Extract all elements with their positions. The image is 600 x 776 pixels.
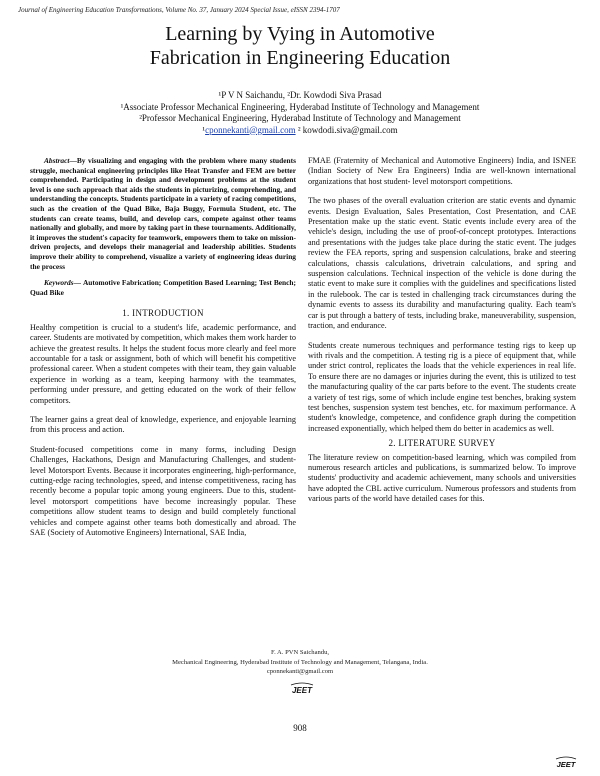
affiliation-2: ²Professor Mechanical Engineering, Hyderabad Institute of Technology and Management <box>139 113 461 123</box>
jeet-corner-logo-text: JEET <box>556 760 576 768</box>
section-heading-literature-survey: 2. LITERATURE SURVEY <box>388 438 496 449</box>
right-paragraph-2: The two phases of the overall evaluation criterion are static events and dynamic events. Design Evaluation, Sales Presentation, Cost Presentation, and CAE Presentation make up the static event. Static events include every area of the vehicle's design, including the use of proof-of-concept prototypes. Interactions and presentations with the judges take place during the static event. The judges review the FEA reports, spring and suspension calculations, brake and steering calculations, chassis calculations, drivetrain calculations, and spring and suspension calculations. Technical inspection of the vehicle is done during the static event to make sure it complies with the guidelines and specifications listed in the rulebook. The car is tested in challenging track circumstances during the dynamic events to assess its durability and manufacturing quality. Each team's car is put through a battery of tests, including brake, maneuverability, suspension, traction, and endurance. <box>308 196 576 331</box>
email-prefix: ¹ <box>202 124 206 135</box>
jeet-corner-logo <box>553 756 579 768</box>
intro-paragraph-1: Healthy competition is crucial to a student's life, academic performance, and career. Students are motivated by competition, which makes them work harder to achieve the greatest results. It helps the student focus more clearly and feel more accountable for a task or assignment, both of which will benefit his competitive professional career. When a student competes with their team, they gain valuable experience in working as a team, keeping harmony with the teammates, performing under pressure, and getting educated on the work of their fellow competitors. <box>30 322 296 405</box>
keywords-text: Automotive Fabrication; Competition Based Learning; Test Bench; Quad Bike <box>30 278 296 297</box>
literature-paragraph-1: The literature review on competition-based learning, which was compiled from numerous research articles and publications, is summarized below. To improve students' productivity and academic achievement, many schools and universities have adopted the CBL active curriculum. Numerous professors and students from various parts of the world have detailed cases for this. <box>308 452 576 504</box>
paper-title <box>0 22 600 70</box>
jeet-logo <box>287 682 317 694</box>
jeet-logo-text: JEET <box>291 686 313 694</box>
email-link-1[interactable]: cponnekanti@gmail.com <box>205 124 296 135</box>
intro-paragraph-2: The learner gains a great deal of knowledge, experience, and enjoyable learning from this process and action. <box>30 414 296 435</box>
keywords <box>30 278 296 297</box>
footer-author-info <box>0 648 600 677</box>
abstract-text: By visualizing and engaging with the problem where many students struggle, mechanical engineering principles like Heat Transfer and FEM are better comprehended. Participating in design and development problems at the student level is one such approach that aids the students in picturizing, comprehending, and understanding the concepts. Students participate in a variety of racing competitions, such as the creation of the Quad Bike, Baja Buggy, Formula Student, etc. The students can create teams, build, and develop cars, compete against other teams nationally and globally, and more by taking part in these tournaments. Additionally, it improves the student's capacity for teamwork, empowers them to take on mission-driven projects, and develops their managerial and leadership abilities. Students improve their ability to comprehend, visualize a variety of engineering ideas during the process <box>30 156 296 271</box>
title-line-1: Learning by Vying in Automotive <box>165 23 435 45</box>
footer-name: F. A. PVN Saichandu, <box>270 649 330 656</box>
abstract-label: Abstract— <box>44 156 77 165</box>
author-block <box>0 90 600 136</box>
affiliation-1: ¹Associate Professor Mechanical Engineering, Hyderabad Institute of Technology and Management <box>120 101 480 112</box>
abstract <box>30 156 296 271</box>
page-number: 908 <box>293 723 307 733</box>
keywords-label: Keywords— <box>44 278 83 288</box>
email-2: ² kowdodi.siva@gmail.com <box>295 124 398 135</box>
footer-department: Mechanical Engineering, Hyderabad Institute of Technology and Management, Telangana, India. <box>172 658 428 666</box>
section-heading-introduction: 1. INTRODUCTION <box>122 308 204 319</box>
intro-paragraph-3: Student-focused competitions come in many forms, including Design Challenges, Hackathons, Design and Manufacturing Challenges, and student-level Motorsport Events. Because it incorporates engineering, high-performance, cutting-edge racing technologies, speed, and intense competitiveness, racing has recently become a popular topic among young engineers. Due to this, student-level motorsport competitions have become increasingly popular. These competitions allow student teams to design and build completely functional vehicles and compete against other teams both domestically and abroad. The SAE (Society of Automotive Engineers) International, SAE India, <box>30 444 296 538</box>
right-paragraph-1: FMAE (Fraternity of Mechanical and Automotive Engineers) India, and ISNEE (Indian Society of New Era Engineers) India are well-known international organizations that host student- level motorsport competitions. <box>308 156 576 186</box>
right-column <box>308 156 576 514</box>
journal-header: Journal of Engineering Education Transformations, Volume No. 37, January 2024 Special Issue, eISSN 2394-1707 <box>18 6 340 14</box>
right-paragraph-3: Students create numerous techniques and performance testing rigs to keep up with rivals and the competition. A testing rig is a piece of equipment that, while under strict control, replicates the loads that the vehicle experiences in real life. To ensure there are no damages or injuries during the event, this is utilized to test the manufacturing quality of the car parts before to the event. The students create a variety of test rigs, some of which include engine test benches, braking system test benches, suspension system test benches, etc. for maximum performance. A student's knowledge, competence, and confidence graph during the competition increased exponentially, which helped them do better in academics as well. <box>308 340 576 433</box>
author-emails <box>0 125 600 137</box>
left-column <box>30 156 296 547</box>
footer-email: cponnekanti@gmail.com <box>266 668 334 675</box>
author-names: ¹P V N Saichandu, ²Dr. Kowdodi Siva Prasad <box>218 90 382 100</box>
title-line-2: Fabrication in Engineering Education <box>149 47 451 69</box>
